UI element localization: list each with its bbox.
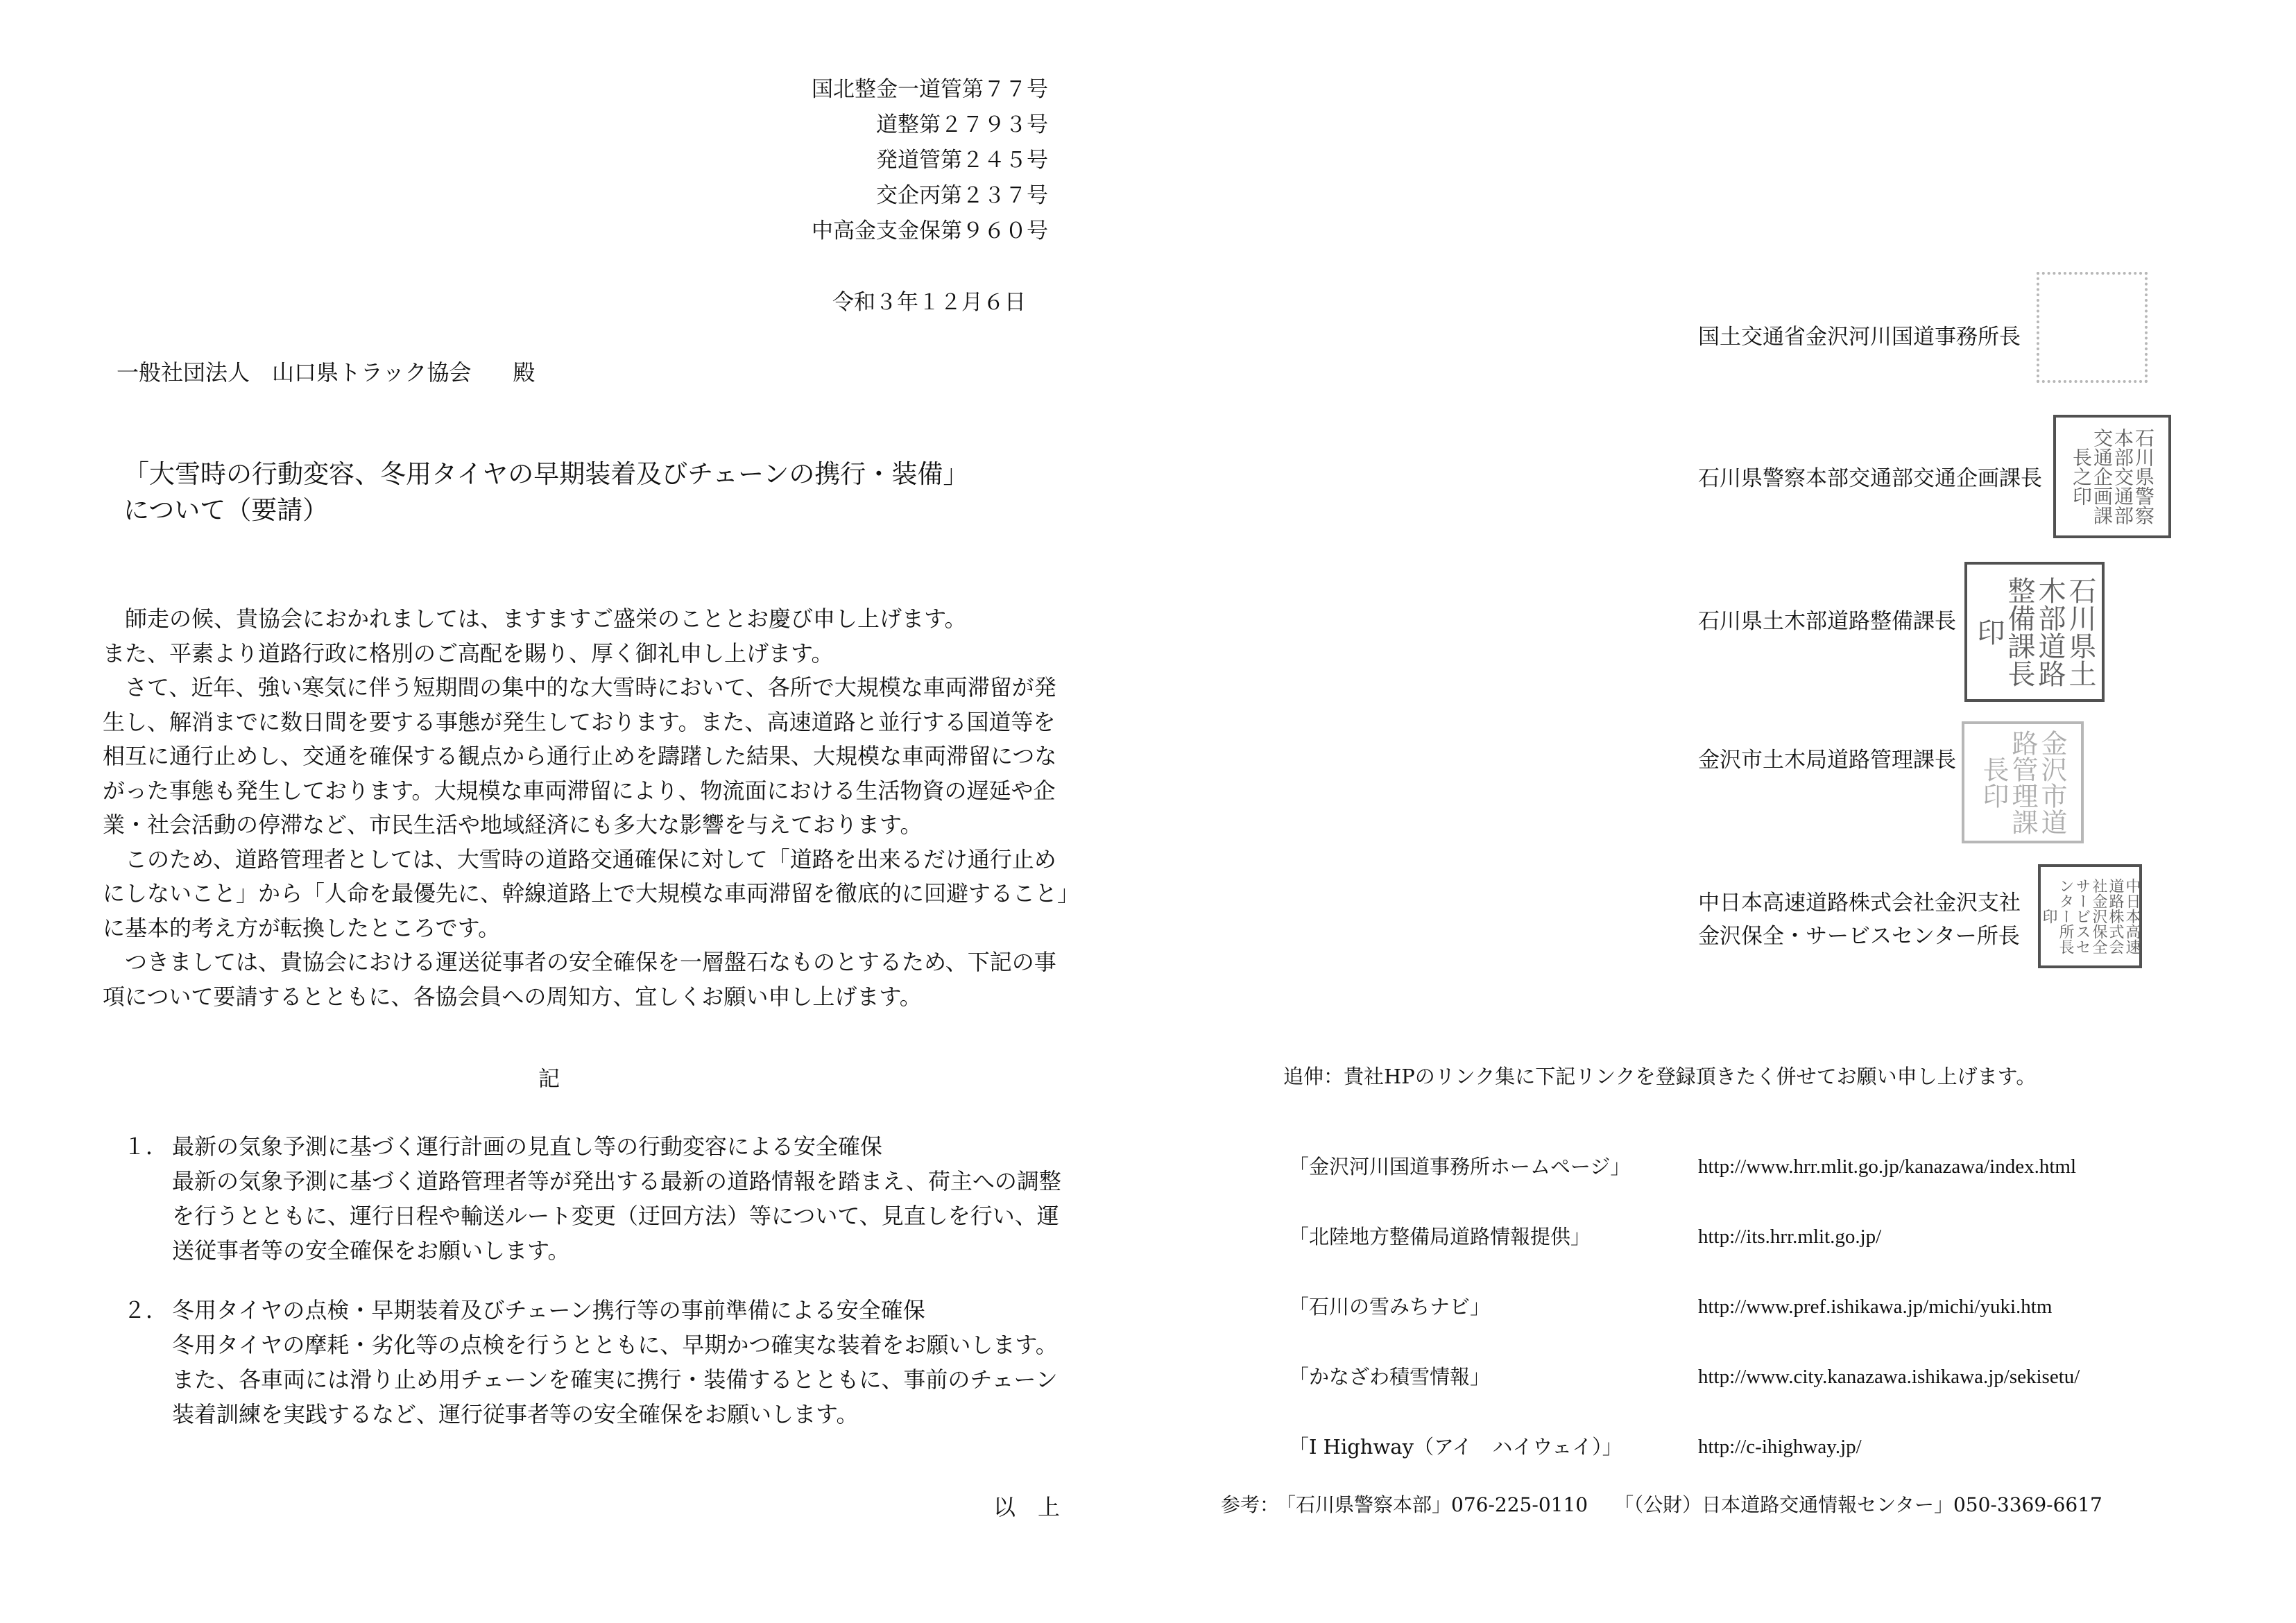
sender-line: 石川県警察本部交通部交通企画課長 xyxy=(1698,466,2042,491)
request-item xyxy=(123,1129,1061,1268)
official-seal: 石川県警察本部交通部交通企画課長之印 xyxy=(2053,415,2171,538)
body-line: 項について要請するとともに、各協会員への周知方、宜しくお願い申し上げます。 xyxy=(103,983,922,1010)
sender xyxy=(1698,886,2021,953)
link-url[interactable]: http://www.pref.ishikawa.jp/michi/yuki.htm xyxy=(1698,1296,2053,1318)
reference-number: 発道管第２４５号 xyxy=(876,148,1048,173)
body-line: 相互に通行止めし、交通を確保する観点から通行止めを躊躇した結果、大規模な車両滞留につな xyxy=(103,743,1057,769)
link-row xyxy=(1283,1412,2241,1482)
body-line: がった事態も発生しております。大規模な車両滞留により、物流面における生活物資の遅延や企 xyxy=(103,777,1056,804)
reference-number: 国北整金一道管第７７号 xyxy=(812,77,1048,102)
document-date: 令和３年１２月６日 xyxy=(832,290,1026,315)
reference-contact: 「（公財）日本道路交通情報センター」050-3369-6617 xyxy=(1614,1493,2102,1516)
sender xyxy=(1698,744,1956,777)
link-url[interactable]: http://c-ihighway.jp/ xyxy=(1698,1436,1862,1458)
addressee-honorific: 殿 xyxy=(513,359,536,386)
link-url[interactable]: http://www.city.kanazawa.ishikawa.jp/sekisetu/ xyxy=(1698,1366,2080,1388)
body-line: 師走の候、貴協会におかれましては、ますますご盛栄のこととお慶び申し上げます。 xyxy=(125,606,967,632)
body-line: に基本的考え方が転換したところです。 xyxy=(103,914,501,941)
item-number: ２． xyxy=(123,1297,169,1323)
item-heading: 冬用タイヤの点検・早期装着及びチェーン携行等の事前準備による安全確保 xyxy=(172,1297,925,1323)
link-row xyxy=(1283,1132,2241,1202)
body-line: 生し、解消までに数日間を要する事態が発生しております。また、高速道路と並行する国道等を xyxy=(103,708,1056,735)
link-url[interactable]: http://www.hrr.mlit.go.jp/kanazawa/index.html xyxy=(1698,1156,2076,1178)
reference-number: 中高金支金保第９６０号 xyxy=(812,218,1048,243)
sender-line: 金沢保全・サービスセンター所長 xyxy=(1698,924,2020,949)
body-line: 業・社会活動の停滞など、市民生活や地域経済にも多大な影響を与えております。 xyxy=(103,812,923,838)
addressee-name: 一般社団法人 山口県トラック協会 xyxy=(117,359,472,386)
body-text xyxy=(103,602,1102,1014)
ki-heading: 記 xyxy=(538,1067,560,1092)
title-line: について（要請） xyxy=(123,495,329,525)
link-name: 「金沢河川国道事務所ホームページ」 xyxy=(1289,1155,1631,1178)
link-url[interactable]: http://its.hrr.mlit.go.jp/ xyxy=(1698,1226,1882,1248)
reference-numbers xyxy=(812,72,1048,249)
closing: 以 上 xyxy=(993,1494,1061,1520)
document-title xyxy=(123,456,968,529)
body-line: また、平素より道路行政に格別のご高配を賜り、厚く御礼申し上げます。 xyxy=(103,639,834,667)
addressee xyxy=(117,355,535,387)
item-line: 冬用タイヤの摩耗・劣化等の点検を行うとともに、早期かつ確実な装着をお願いします。 xyxy=(172,1332,1058,1358)
postscript: 追伸：貴社HPのリンク集に下記リンクを登録頂きたく併せてお願い申し上げます。 xyxy=(1283,1065,2037,1088)
item-line: を行うとともに、運行日程や輸送ルート変更（迂回方法）等について、見直しを行い、運 xyxy=(172,1203,1059,1229)
sender-line: 金沢市土木局道路管理課長 xyxy=(1698,748,1956,773)
link-list xyxy=(1283,1132,2241,1482)
body-line: つきましては、貴協会における運送従事者の安全確保を一層盤石なものとするため、下記の事 xyxy=(125,949,1056,975)
sender-line: 国土交通省金沢河川国道事務所長 xyxy=(1698,325,2021,350)
item-line: 送従事者等の安全確保をお願いします。 xyxy=(172,1237,570,1264)
item-heading: 最新の気象予測に基づく運行計画の見直し等の行動変容による安全確保 xyxy=(172,1133,883,1160)
request-items xyxy=(123,1129,1061,1432)
reference-contact: 「石川県警察本部」076-225-0110 xyxy=(1286,1493,1588,1516)
title-line: 「大雪時の行動変容、冬用タイヤの早期装着及びチェーンの携行・装備」 xyxy=(123,459,969,489)
request-item xyxy=(123,1293,1061,1432)
item-line: 最新の気象予測に基づく道路管理者等が発出する最新の道路情報を踏まえ、荷主への調整 xyxy=(172,1168,1061,1194)
reference-label: 参考： xyxy=(1221,1493,1280,1516)
link-row xyxy=(1283,1342,2241,1412)
body-line: にしないこと」から「人命を最優先に、幹線道路上で大規模な車両滞留を徹底的に回避すること」 xyxy=(103,880,1080,907)
official-seal: 金沢市道路管理課長印 xyxy=(1962,721,2084,843)
sender xyxy=(1698,462,2042,495)
item-line: 装着訓練を実践するなど、運行従事者等の安全確保をお願いします。 xyxy=(172,1401,859,1427)
item-number: １． xyxy=(123,1133,169,1160)
link-row xyxy=(1283,1202,2241,1272)
reference-number: 道整第２７９３号 xyxy=(876,112,1048,137)
item-line: また、各車両には滑り止め用チェーンを確実に携行・装備するとともに、事前のチェーン xyxy=(172,1366,1058,1393)
reference-number: 交企丙第２３７号 xyxy=(876,183,1048,208)
reference-contacts xyxy=(1221,1490,2102,1518)
sender xyxy=(1698,320,2021,354)
link-name: 「I Highway（アイ ハイウェイ）」 xyxy=(1289,1435,1622,1459)
body-line: さて、近年、強い寒気に伴う短期間の集中的な大雪時において、各所で大規模な車両滞留が発 xyxy=(125,674,1056,701)
link-row xyxy=(1283,1272,2241,1342)
sender-line: 石川県土木部道路整備課長 xyxy=(1698,609,1956,634)
official-seal: 石川県土木部道路整備課長印 xyxy=(1964,562,2105,702)
link-name: 「かなざわ積雪情報」 xyxy=(1289,1365,1491,1389)
sender xyxy=(1698,605,1956,638)
link-name: 「石川の雪みちナビ」 xyxy=(1289,1295,1491,1319)
official-seal: 中日本高速道路株式会社金沢保全サービスセンター所長印 xyxy=(2038,864,2142,968)
body-line: このため、道路管理者としては、大雪時の道路交通確保に対して「道路を出来るだけ通行止め xyxy=(125,845,1056,873)
sender-line: 中日本高速道路株式会社金沢支社 xyxy=(1698,891,2021,916)
link-name: 「北陸地方整備局道路情報提供」 xyxy=(1289,1225,1591,1248)
official-seal xyxy=(2037,272,2148,383)
